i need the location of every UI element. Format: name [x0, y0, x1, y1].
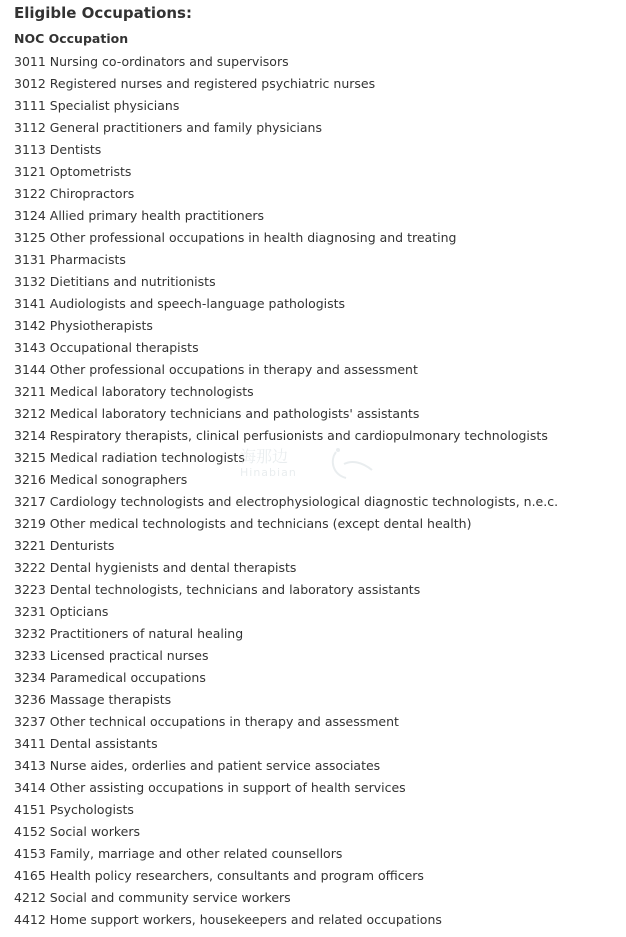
watermark-subtext: Hinabian: [240, 466, 297, 479]
list-item: 3142 Physiotherapists: [14, 318, 153, 333]
list-item: 3125 Other professional occupations in health diagnosing and treating: [14, 230, 457, 245]
table-header: NOC Occupation: [14, 31, 129, 46]
list-item: 3144 Other professional occupations in therapy and assessment: [14, 362, 418, 377]
list-item: 3216 Medical sonographers: [14, 472, 188, 487]
list-item: 3214 Respiratory therapists, clinical perfusionists and cardiopulmonary technologists: [14, 428, 548, 443]
list-item: 3113 Dentists: [14, 142, 102, 157]
list-item: 3211 Medical laboratory technologists: [14, 384, 254, 399]
list-item: 3223 Dental technologists, technicians and laboratory assistants: [14, 582, 421, 597]
list-item: 4151 Psychologists: [14, 802, 134, 817]
list-item: 3212 Medical laboratory technicians and pathologists' assistants: [14, 406, 420, 421]
list-item: 3143 Occupational therapists: [14, 340, 199, 355]
list-item: 3124 Allied primary health practitioners: [14, 208, 265, 223]
list-item: 4153 Family, marriage and other related counsellors: [14, 846, 343, 861]
list-item: 3221 Denturists: [14, 538, 115, 553]
page-title: Eligible Occupations:: [14, 4, 192, 22]
list-item: 3012 Registered nurses and registered psychiatric nurses: [14, 76, 376, 91]
list-item: 3122 Chiropractors: [14, 186, 135, 201]
list-item: 3222 Dental hygienists and dental therapists: [14, 560, 297, 575]
list-item: 3111 Specialist physicians: [14, 98, 180, 113]
list-item: 3234 Paramedical occupations: [14, 670, 206, 685]
list-item: 4412 Home support workers, housekeepers and related occupations: [14, 912, 442, 927]
list-item: 3219 Other medical technologists and technicians (except dental health): [14, 516, 472, 531]
list-item: 3233 Licensed practical nurses: [14, 648, 209, 663]
list-item: 3011 Nursing co-ordinators and supervisors: [14, 54, 289, 69]
list-item: 3236 Massage therapists: [14, 692, 172, 707]
list-item: 4165 Health policy researchers, consultants and program officers: [14, 868, 424, 883]
list-item: 3414 Other assisting occupations in support of health services: [14, 780, 406, 795]
occupation-list: [14, 51, 558, 931]
list-item: 3132 Dietitians and nutritionists: [14, 274, 216, 289]
list-item: 3141 Audiologists and speech-language pathologists: [14, 296, 346, 311]
list-item: 3411 Dental assistants: [14, 736, 158, 751]
list-item: 3231 Opticians: [14, 604, 109, 619]
list-item: 3121 Optometrists: [14, 164, 132, 179]
list-item: 3112 General practitioners and family physicians: [14, 120, 322, 135]
list-item: 3237 Other technical occupations in therapy and assessment: [14, 714, 399, 729]
list-item: 3215 Medical radiation technologists: [14, 450, 245, 465]
list-item: 3131 Pharmacists: [14, 252, 126, 267]
list-item: 4212 Social and community service workers: [14, 890, 291, 905]
list-item: 3232 Practitioners of natural healing: [14, 626, 244, 641]
watermark-text: 海那边: [240, 447, 289, 466]
list-item: 3217 Cardiology technologists and electrophysiological diagnostic technologists, n.e.c.: [14, 494, 559, 509]
list-item: 4152 Social workers: [14, 824, 140, 839]
list-item: 3413 Nurse aides, orderlies and patient service associates: [14, 758, 381, 773]
